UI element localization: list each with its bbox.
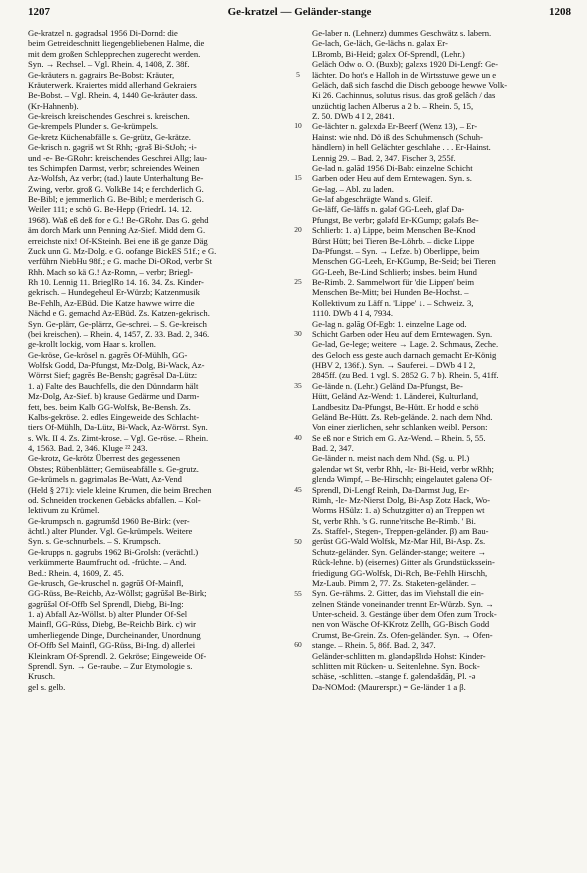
text-line: od. Schneiden trockenen Gebäcks abfallen. – Kol- (28, 494, 201, 505)
text-line: Be-Fehlh, Az-EBüd. Die Katze hawwe wirre die (28, 297, 195, 308)
text-line: Zwing, verbr. groß G. VolkBe 14; e ferchderlich G. (28, 183, 204, 194)
text-line: tiers Of-Mühlh, Da-Lütz, Bi-Wack, Az-Wörrst. Syn. (28, 422, 208, 433)
text-line: Ge-kräuters n. gəgrairs Be-Bobst: Kräuter, (28, 69, 175, 80)
page-number-right: 1208 (549, 6, 571, 18)
text-line: St, verbr Rhh. 's G. runne'ritsche Be-Rimb. ' Bi. (312, 515, 476, 526)
running-title: Ge-kratzel — Geländer-stange (227, 6, 372, 18)
text-line: 1110. DWb 4 I 4, 7934. (312, 308, 393, 319)
text-line: Ki 26. Cachinnus, solutus risus. das groß gelâch / das (312, 90, 496, 101)
text-line: schäse, -schlitten. –stange f. gəlendəšdāŋ, Pl. -ə (312, 671, 476, 682)
text-line: Rimh, -lɛ- Mz-Nierst Dolg, Bi-Asp Zotz Hack, Wo- (312, 494, 490, 505)
text-line: s. Wk. II 4. Zs. Zimt-krose. – Vgl. Ge-röse. – Rhein. (28, 432, 209, 443)
text-line: Ge-kreisch kreischendes Geschrei s. kreischen. (28, 111, 190, 121)
text-line: Schlierb: 1. a) Lippe, beim Menschen Be-Knod (312, 225, 476, 236)
text-line: Geländer-schlitten m. gləndəpšlɪdə Hohst: Kinder- (312, 650, 486, 661)
text-line: Sprendl, Di-Lengf Reinh, Da-Darmst Jug, Er- (312, 484, 470, 495)
text-line: 1. a) Falte des Bauchfells, die den Dünndarm hält (28, 380, 199, 391)
text-line: gəgrūšəl Of-Offb Sel Sprendl, Diebg, Bi-Ing: (28, 598, 184, 609)
text-line: GG-Leeh, Be-Lind Schlierb; insbes. beim Hund (312, 266, 477, 277)
text-line: gekrisch. – Hundegeheul Er-Würzb; Katzenmusik (28, 287, 200, 298)
text-line: Bürst Hütt; bei Tieren Be-Löhrb. – dicke Lippe (312, 235, 475, 246)
text-line: Worms HSülz: 1. a) Schutzgitter α) an Treppen wt (312, 505, 485, 516)
page-header (28, 6, 571, 22)
text-line: händlern) in hell Gelächter geschlahe . . . Er-Hainst. (312, 142, 491, 153)
text-line: Rh 10. Lennig 11. BrieglRo 14. 16. 34. Zs. Kinder- (28, 277, 204, 287)
text-line: Sprendl. Syn. → Ge-raube. – Zur Etymologie s. (28, 660, 193, 671)
text-line: Zs. Staffel-, Stegen-, Treppen-geländer. β) am Bau- (312, 526, 489, 536)
text-line: Ge-krusch, Ge-kruschel n. gəgrūš Of-Mainfl, (28, 577, 184, 588)
text-line: Se eß nor e Strich em G. Az-Wend. – Rhein. 5, 55. (312, 432, 486, 443)
text-line: glɛndə Wimpf, – Be-Hirschh; eingelautet gəlenə Of- (312, 474, 492, 485)
text-line: Ge-krumpsch n. gəgrumšd 1960 Be-Birk: (ver- (28, 515, 190, 526)
text-line: Hütt, Geländ Az-Wend: 1. Länderei, Kulturland, (312, 391, 479, 402)
text-line: Geläch, daß sich faschd die Disch gebooge hewwe Volk- (312, 79, 508, 90)
text-line: Nächd e G. gemachd Az-EBüd. Zs. Katzen-gekrisch. (28, 308, 210, 319)
text-line: Ge-kratzel n. gəgradsəl 1956 Di-Dornd: die (28, 28, 178, 38)
text-line: Bad. 2, 347. (312, 443, 354, 453)
text-line: Syn. s. Ge-schnurbels. – S. Krumpsch. (28, 536, 161, 547)
text-line: Da-NOMod: (Maurerspr.) = Ge-länder 1 a β. (312, 681, 466, 692)
line-number: 5 (296, 69, 300, 79)
text-line: GG-Rüss, Be-Reichb, Az-Wöllst; gəgrūšəl Be-Birk; (28, 588, 207, 599)
text-line: Z. 50. DWb 4 I 2, 2841. (312, 111, 395, 121)
text-line: Syn. Ge-plärr, Ge-plärrz, Ge-schrei. – S. Ge-kreisch (28, 318, 207, 329)
text-line: Hainst: wie nhd. Dö iß des Schuhmensch (Schuh- (312, 131, 483, 142)
text-line: umherliegende Dinge, Durcheinander, Unordnung (28, 629, 201, 640)
text-line: Wörrst Sief; gəgrēs Be-Bensh; gəgrēsəl Da-Lütz: (28, 370, 198, 381)
text-line: Pfungst, Be verbr; gələfd Er-KGump; gələfs Be- (312, 214, 479, 225)
line-number: 30 (294, 329, 302, 339)
text-line: Schutz-geländer. Syn. Geländer-stange; weitere → (312, 546, 487, 557)
text-line: Crumst, Be-Grein. Zs. Ofen-geländer. Syn. → Ofen- (312, 629, 493, 640)
text-line: Be-Rimb. 2. Sammelwort für 'die Lippen' beim (312, 277, 475, 287)
line-number: 25 (294, 277, 302, 287)
text-line: Ge-krempels Plunder s. Ge-krümpels. (28, 121, 159, 132)
text-line: gerüst GG-Wald Wolfsk, Mz-Mar Hil, Bi-Asp. Zs. (312, 536, 486, 547)
text-line: Von einer zierlichen, sehr schlanken weibl. Person: (312, 422, 488, 433)
text-line: 2845ff. (zu Bed. 1 vgl. S. 2852 G. 7 b). Rhein. 5, 41ff. (312, 370, 499, 381)
text-line: gəlendər wt St, verbr Rhh, -lɛ- Bi-Heid, verbr wRhh; (312, 463, 494, 474)
text-line: friedigung GG-Wolfsk, Di-Rch, Be-Fehlh Hirschh, (312, 567, 488, 578)
text-line: und -e- Be-GRohr: kreischendes Geschrei Allg; lau- (28, 152, 207, 163)
text-line: lektivum zu Krümel. (28, 505, 100, 516)
text-line: Ge-laber n. (Lehnerz) dummes Geschwätz s. labern. (312, 28, 492, 38)
text-line: Unter-scheid. 3. Gestänge über dem Ofen zum Trock- (312, 609, 497, 619)
text-line: Menschen GG-Leeh, Er-KGump, Be-Seid; bei Tieren (312, 256, 496, 267)
text-line: Menschen Be-Mitt; bei Hunden Be-Hochst. – (312, 287, 469, 298)
text-line: Krusch. (28, 671, 55, 682)
text-line: Ge-krupps n. gəgrubs 1962 Bi-Grolsh: (verächtl.) (28, 546, 199, 557)
text-line: Ge-lag. – Abl. zu laden. (312, 183, 394, 194)
text-line: ächtl.) alter Plunder. Vgl. Ge-krümpels. Weitere (28, 526, 193, 536)
text-line: Be-Bobst. – Vgl. Rhein. 4, 1440 Ge-kräuter dass. (28, 90, 198, 101)
text-line: Ge-länder n. meist nach dem Nhd. (Sg. u. Pl.) (312, 453, 470, 464)
text-line: Ge-lad, Ge-lege; weitere → Lage. 2. Schmaus, Zeche. (312, 339, 499, 350)
text-line: Ge-lad n. gəlād 1956 Di-Bab: einzelne Schicht (312, 162, 473, 173)
text-line: Be-Bibl; e jemmerlich G. Be-Bibl; e merderisch G. (28, 194, 204, 204)
text-line: Az-Wolfsh, Az verbr; (tad.) laute Unterhaltung Be- (28, 173, 204, 184)
text-line: ge-krollt lockig, vom Haar s. krollen. (28, 339, 156, 350)
right-column (312, 28, 570, 692)
text-line: Ge-lag n. gəlāg Of-Egb: 1. einzelne Lage od. (312, 318, 467, 329)
line-number: 50 (294, 536, 302, 546)
text-line: 1. a) Abfall Az-Wöllst. b) alter Plunder Of-Sel (28, 609, 188, 619)
text-line: Rhh. Mach so kä G.! Az-Romn, – verbr; Briegl- (28, 266, 193, 277)
text-line: 4, 1563. Bad. 2, 346. Kluge ²² 243. (28, 443, 148, 453)
text-line: Schicht Garben oder Heu auf dem Erntewagen. Syn. (312, 328, 493, 339)
text-line: Wolfsk Godd, Da-Pfungst, Mz-Dolg, Bi-Wack, Az- (28, 360, 205, 370)
text-line: Mz-Dolg, Az-Sief. b) krause Gedärme und Darm- (28, 391, 200, 402)
text-line: fett, bes. beim Kalb GG-Wolfsk, Be-Bensh. Zs. (28, 401, 191, 412)
left-column (28, 28, 286, 692)
text-line: Syn. Ge-rähms. 2. Gitter, das im Viehstall die ein- (312, 588, 484, 599)
line-number: 10 (294, 121, 302, 131)
line-number: 55 (294, 588, 302, 598)
page-number-left: 1207 (28, 6, 50, 18)
text-line: Rück-lehne. b) (eisernes) Gitter als Grundstückssein- (312, 557, 495, 568)
text-line: (Held § 271): viele kleine Krumen, die beim Brechen (28, 484, 212, 495)
text-line: Lennig 29. – Bad. 2, 347. Fischer 3, 255f. (312, 152, 456, 163)
text-line: verführn NiebHu 98f.; e G. mache Di-ORod, verbr St (28, 256, 213, 267)
text-line: unzüchtig lachen Alberus a 2 b. – Rhein. 5, 15, (312, 100, 474, 111)
text-line: Of-Offb Sel Mainfl, GG-Rüss, Bi-Ing. d) allerlei (28, 640, 196, 651)
text-line: beim Getreideschnitt liegengebliebenen Halme, die (28, 38, 205, 49)
text-line: Mz-Laub. Pimm 2, 77. Zs. Staketen-geländer. – (312, 577, 476, 588)
text-line: Obstes; Rübenblätter; Gemüseabfälle s. Ge-grutz. (28, 463, 199, 474)
text-line: Ge-laf abgeschrägte Wand s. Gleif. (312, 194, 433, 204)
line-number: 15 (294, 173, 302, 183)
text-line: Ge-lächter n. gəlɛxdə Er-Beerf (Wenz 13), – Er- (312, 121, 478, 132)
text-line: LBromb, Bi-Heid; gəlɛx Of-Sprendl, (Lehr.) (312, 48, 465, 59)
text-line: schlitten mit Rücken- u. Seitenlehne. Syn. Bock- (312, 660, 480, 671)
text-line: zelnen Stände voneinander trennt Er-Würzb. Syn. → (312, 598, 494, 609)
text-line: Da-Pfungst. – Syn. → Lefze. b) Oberlippe, beim (312, 245, 480, 256)
text-line: nen von Wäsche Of-KKrotz Zellh, GG-Bisch Godd (312, 619, 490, 630)
line-number: 40 (294, 432, 302, 442)
text-line: Bed.: Rhein. 4, 1609, Z. 45. (28, 567, 124, 578)
text-line: verkümmerte Baumfrucht od. -früchte. – And. (28, 557, 187, 568)
text-line: Ge-lände n. (Lehr.) Geländ Da-Pfungst, Be- (312, 380, 463, 391)
text-line: Kalbs-gekröse. 2. edles Eingeweide des Schlacht- (28, 411, 200, 422)
text-line: Weiler 111; e schö G. Be-Hepp (FriedrL 14. 12. (28, 204, 192, 215)
text-line: Ge-krümels n. gəgrimələs Be-Watt, Az-Vend (28, 474, 182, 485)
text-line: erreichste nix! Of-KSteinh. Bei ene iß ge ganze Däg (28, 235, 208, 246)
text-line: Ge-kretz Küchenabfälle s. Ge-grütz, Ge-krätze. (28, 131, 191, 142)
line-number: 45 (294, 484, 302, 494)
line-number: 20 (294, 225, 302, 235)
text-line: Landbesitz Da-Pfungst, Be-Hütt. Er hodd e schö (312, 401, 479, 412)
line-number: 35 (294, 380, 302, 390)
text-line: äm dorch Mark unn Penning Az-Sief. Midd dem G. (28, 225, 206, 236)
text-line: Ge-lach, Ge-läch, Ge-lächs n. gəlax Er- (312, 38, 448, 49)
text-line: lächter. Do hot's e Halloh in de Wirtsstuwe gewe un e (312, 69, 497, 80)
text-line: mit dem großen Schlepprechen zugerecht werden. (28, 48, 201, 59)
text-line: (Kr-Hahnenb). (28, 100, 79, 111)
text-line: stange. – Rhein. 5, 86f. Bad. 2, 347. (312, 640, 436, 651)
text-line: (HBV 2, 136f.). Syn. → Sauferei. – DWb 4 I 2, (312, 360, 476, 370)
text-line: Ge-läff, Ge-läffs n. gələf GG-Leeh, gləf Da- (312, 204, 465, 215)
text-line: 1968). Waß eß deß for e G.! Be-GRohr. Das G. gehd (28, 214, 209, 225)
text-line: tes Schimpfen Darmst, verbr; schreiendes Weinen (28, 162, 200, 173)
text-line: Ge-krotz, Ge-krötz Überrest des gegessenen (28, 453, 180, 464)
text-line: Geländ Be-Hütt. Zs. Reb-gelände. 2. nach dem Nhd. (312, 411, 493, 422)
text-line: Ge-krisch n. gəgriš wt St Rhh; -grəš Bi-StJoh; -i- (28, 142, 197, 153)
text-line: Zuck unn G. Mz-Dolg. e G. oofange BickES 51f.; e G. (28, 245, 217, 256)
text-line: Syn. → Rechsel. – Vgl. Rhein. 4, 1408, Z. 38f. (28, 59, 190, 70)
text-line: Ge-kröse, Ge-krösel n. gəgrēs Of-Mühlh, GG- (28, 349, 188, 360)
text-line: (bei kreischen). – Rhein. 4, 1457, Z. 33. Bad. 2, 346. (28, 328, 210, 339)
line-number: 60 (294, 640, 302, 650)
text-line: Kollektivum zu Läff n. 'Lippe' ↓. – Schweiz. 3, (312, 297, 474, 308)
text-line: gel s. gelb. (28, 681, 66, 692)
text-line: Kräuterwerk. Kraiertes midd allerhand Gekraiers (28, 79, 197, 90)
text-line: Mainfl, GG-Rüss, Diebg, Be-Reichb Birk. c) wir (28, 619, 197, 630)
text-line: Garben oder Heu auf dem Erntewagen. Syn. s. (312, 173, 472, 184)
text-line: Kleinkram Of-Sprendl. 2. Gekröse; Eingeweide Of- (28, 650, 207, 661)
text-line: Geläch Odw o. O. (Buxb); gəlɛxs 1920 Di-Lengf: Ge- (312, 59, 498, 70)
text-line: des Geloch ess geste auch darnach gemacht Er-König (312, 349, 497, 360)
